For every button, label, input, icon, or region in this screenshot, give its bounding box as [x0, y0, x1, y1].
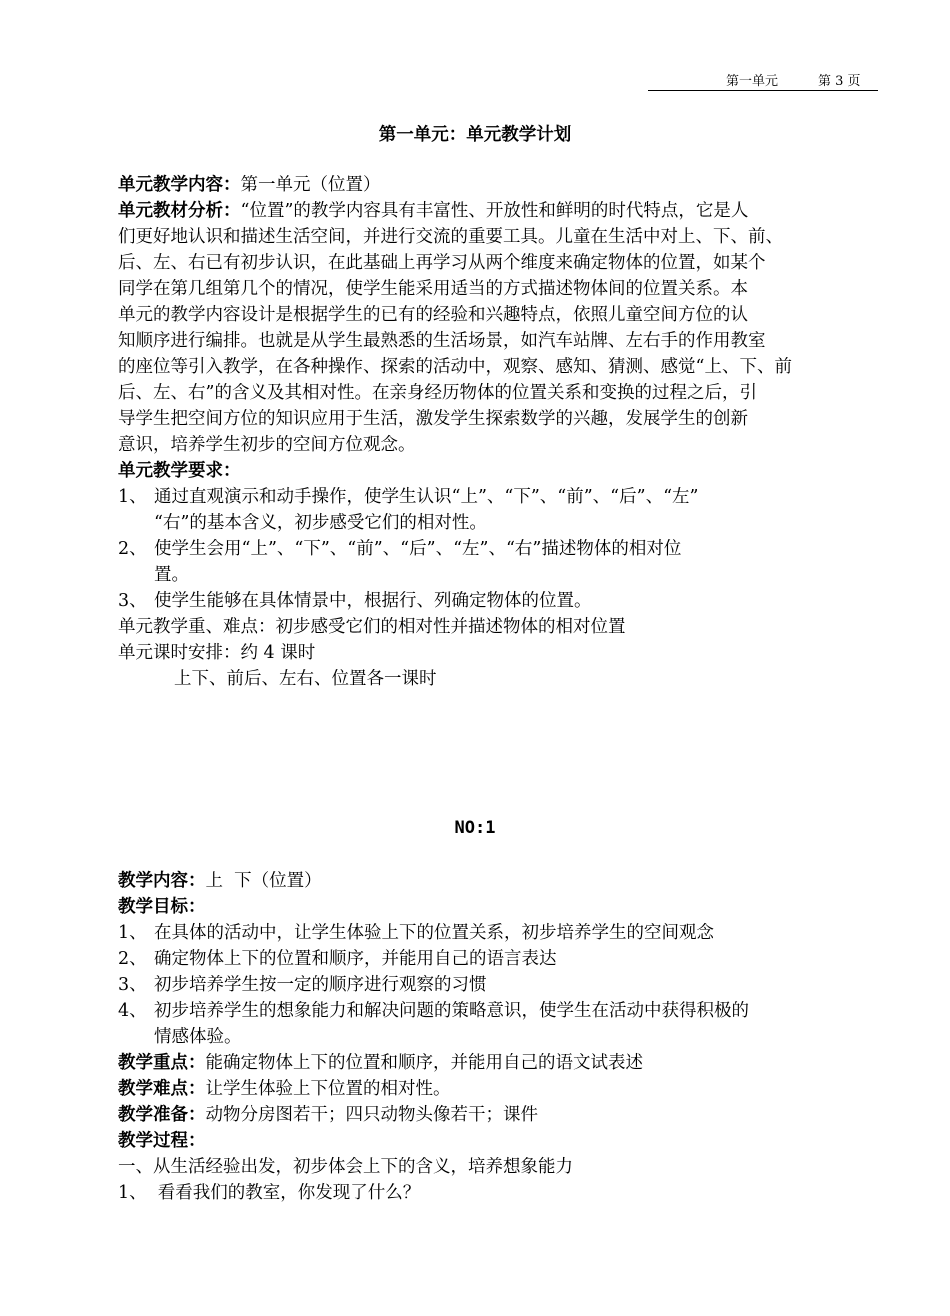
analysis-line: 导学生把空间方位的知识应用于生活，激发学生探索数学的兴趣，发展学生的创新 — [118, 409, 748, 429]
analysis-label: 单元教材分析： — [118, 201, 241, 221]
key-points-line: 单元教学重、难点：初步感受它们的相对性并描述物体的相对位置 — [118, 617, 626, 637]
difficulty-label: 教学难点： — [118, 1079, 206, 1099]
analysis-line: 知顺序进行编排。也就是从学生最熟悉的生活场景，如汽车站牌、左右手的作用教室 — [118, 331, 766, 351]
requirement-text: 通过直观演示和动手操作，使学生认识“上”、“下”、“前”、“后”、“左” — [154, 487, 699, 507]
prep-value: 动物分房图若干；四只动物头像若干；课件 — [205, 1105, 538, 1125]
goal-item — [118, 946, 863, 972]
requirement-item — [118, 484, 863, 536]
analysis-paragraph — [118, 198, 863, 458]
focus-value: 能确定物体上下的位置和顺序，并能用自己的语文试表述 — [205, 1053, 643, 1073]
difficulty-value: 让学生体验上下位置的相对性。 — [205, 1079, 451, 1099]
header-page-number: 第 3 页 — [818, 74, 861, 89]
requirement-number: 1、 — [118, 487, 147, 507]
requirements-label: 单元教学要求： — [118, 461, 241, 481]
goal-text: 初步培养学生按一定的顺序进行观察的习惯 — [154, 975, 487, 995]
analysis-line: 同学在第几组第几个的情况，使学生能采用适当的方式描述物体间的位置关系。本 — [118, 279, 748, 299]
unit-plan-section — [118, 172, 863, 692]
requirement-text: 使学生能够在具体情景中，根据行、列确定物体的位置。 — [154, 591, 592, 611]
goal-text: 情感体验。 — [154, 1027, 242, 1047]
goal-item — [118, 920, 863, 946]
requirement-text: 使学生会用“上”、“下”、“前”、“后”、“左”、“右”描述物体的相对位 — [154, 539, 682, 559]
goals-label: 教学目标： — [118, 897, 206, 917]
goal-text: 初步培养学生的想象能力和解决问题的策略意识，使学生在活动中获得积极的 — [154, 1001, 749, 1021]
lesson-content-value: 上 下（位置） — [205, 871, 322, 891]
goal-number: 3、 — [118, 975, 147, 995]
process-label: 教学过程： — [118, 1131, 206, 1151]
process-line: 一、从生活经验出发，初步体会上下的含义，培养想象能力 — [118, 1157, 573, 1177]
requirement-text: 置。 — [154, 565, 189, 585]
schedule-line: 单元课时安排：约 4 课时 — [118, 643, 316, 663]
unit-content-label: 单元教学内容： — [118, 175, 241, 195]
lesson-section — [118, 868, 863, 1206]
analysis-line: 后、左、右已有初步认识，在此基础上再学习从两个维度来确定物体的位置，如某个 — [118, 253, 766, 273]
requirement-item — [118, 536, 863, 588]
analysis-line: 单元的教学内容设计是根据学生的已有的经验和兴趣特点，依照儿童空间方位的认 — [118, 305, 748, 325]
goal-item — [118, 998, 863, 1050]
unit-content-line — [118, 172, 863, 198]
goal-text: 在具体的活动中，让学生体验上下的位置关系，初步培养学生的空间观念 — [154, 923, 714, 943]
requirement-item — [118, 588, 863, 614]
analysis-line: 们更好地认识和描述生活空间，并进行交流的重要工具。儿童在生活中对上、下、前、 — [118, 227, 783, 247]
requirement-text: “右”的基本含义，初步感受它们的相对性。 — [154, 513, 487, 533]
lesson-number: NO:1 — [454, 818, 496, 838]
unit-content-value: 第一单元（位置） — [240, 175, 381, 195]
goal-number: 4、 — [118, 1001, 147, 1021]
analysis-line: 后、左、右”的含义及其相对性。在亲身经历物体的位置关系和变换的过程之后，引 — [118, 383, 757, 403]
goal-number: 1、 — [118, 923, 147, 943]
analysis-line: 意识，培养学生初步的空间方位观念。 — [118, 435, 416, 455]
page-header — [648, 74, 878, 91]
lesson-content-label: 教学内容： — [118, 871, 206, 891]
page-title: 第一单元：单元教学计划 — [378, 125, 572, 145]
goal-number: 2、 — [118, 949, 147, 969]
analysis-line: “位置”的教学内容具有丰富性、开放性和鲜明的时代特点，它是人 — [240, 201, 749, 221]
focus-label: 教学重点： — [118, 1053, 206, 1073]
goal-text: 确定物体上下的位置和顺序，并能用自己的语言表达 — [154, 949, 557, 969]
schedule-detail-line: 上下、前后、左右、位置各一课时 — [174, 669, 437, 689]
prep-label: 教学准备： — [118, 1105, 206, 1125]
header-unit: 第一单元 — [726, 74, 779, 89]
process-line: 1、 看看我们的教室，你发现了什么？ — [118, 1183, 421, 1203]
requirement-number: 3、 — [118, 591, 147, 611]
goal-item — [118, 972, 863, 998]
analysis-line: 的座位等引入教学，在各种操作、探索的活动中，观察、感知、猜测、感觉“上、下、前 — [118, 357, 792, 377]
requirement-number: 2、 — [118, 539, 147, 559]
